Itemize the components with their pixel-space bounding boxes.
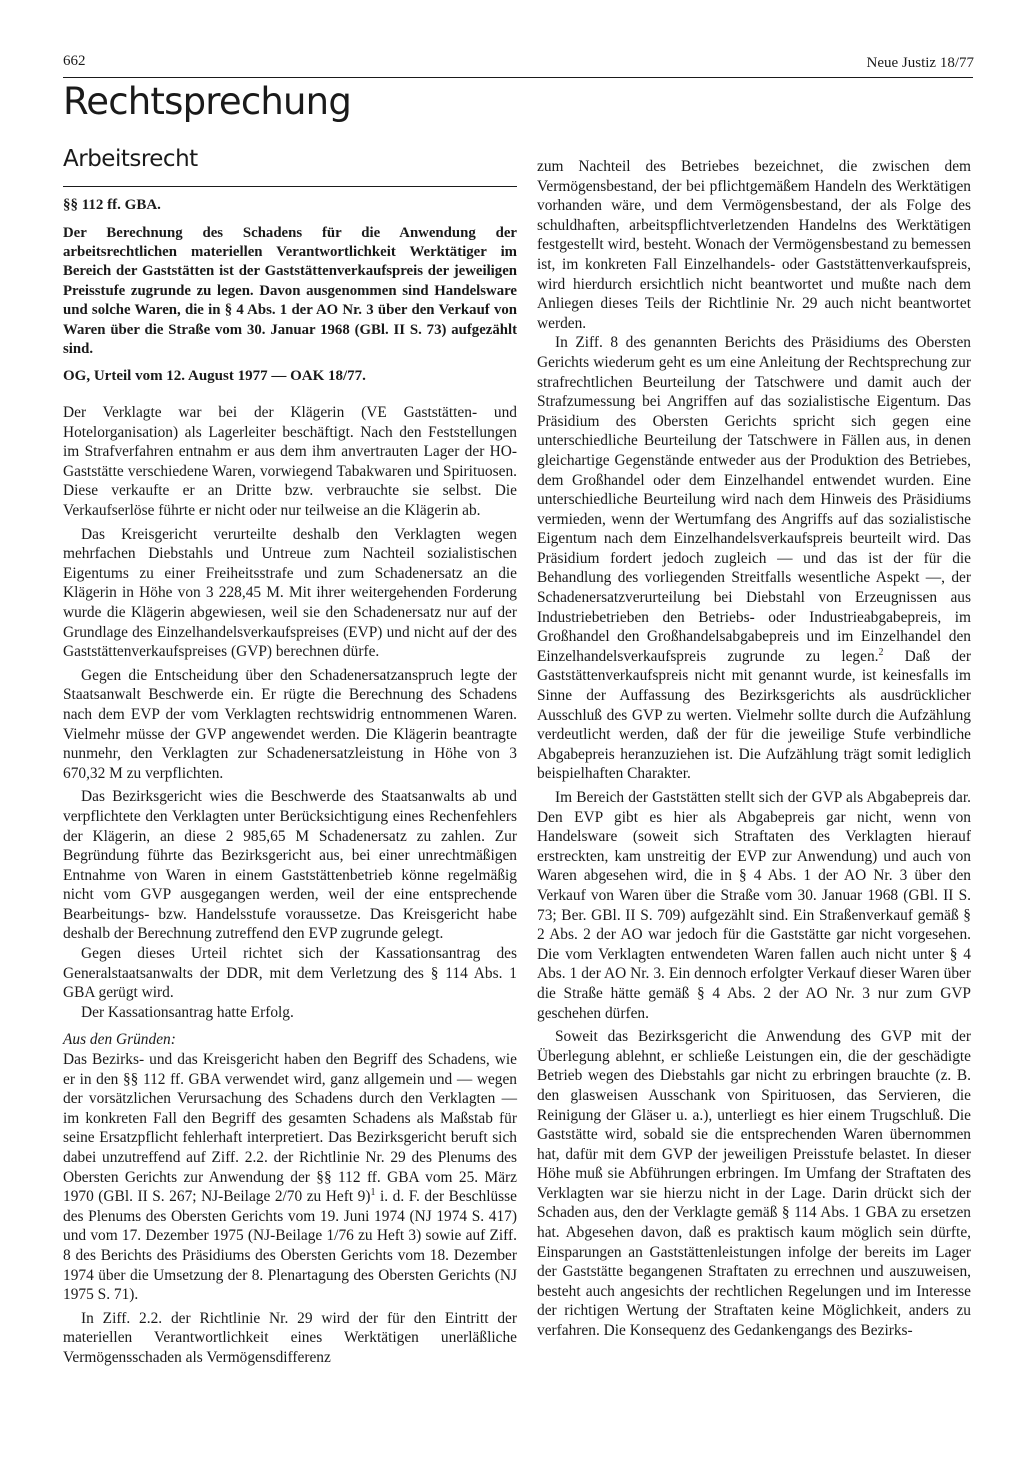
statute-reference: §§ 112 ff. GBA. xyxy=(63,197,161,213)
facts-paragraph: Der Verklagte war bei der Klägerin (VE Gaststätten- und Hotelorganisation) als Lagerleiter beschäftigt. Nach den Feststellungen im Strafverfahren entnahm er aus dem ihm anvertrauten Lager der HO-Gaststätte verschiedene Waren, vorwiegend Tabakwaren und Spirituosen. Diese verkaufte er an Dritte bzw. verbrauchte sie selbst. Die Verkaufserlöse führte er nicht oder nur teilweise an die Klägerin ab. xyxy=(63,404,517,519)
reasons-paragraph xyxy=(63,1050,517,1305)
reasons-text: i. d. F. der Beschlüsse des Plenums des Obersten Gerichts vom 19. Juni 1974 (NJ 1974 S. 417) und vom 17. Dezember 1975 (NJ-Beilage 1/76 zu Heft 3) sowie auf Ziff. 8 des Berichts des Präsidiums des Obersten Gerichts vom 18. Dezember 1974 über die Umsetzung der 8. Plenartagung des Obersten Gerichts (NJ 1975 S. 71). xyxy=(63,1188,517,1304)
subsection-title: Arbeitsrecht xyxy=(63,146,198,172)
reasons-paragraph: Im Bereich der Gaststätten stellt sich der GVP als Abgabepreis dar. Den EVP gibt es hier als Abgabepreis gar nicht, wenn von Handelsware (soweit sich Straftaten des Verklagten hierauf erstreckten, kam unstreitig der EVP zur Anwendung) und auch von Waren abgesehen wird, die in § 4 Abs. 1 der AO Nr. 3 über den Verkauf von Waren über die Straße vom 30. Januar 1968 (GBl. II S. 73; Ber. GBl. II S. 709) aufgezählt sind. Ein Straßenverkauf gemäß § 2 Abs. 2 der AO war jedoch für die Gaststätte gar nicht vorgesehen. Die vom Verklagten entwendeten Waren fallen auch nicht unter § 4 Abs. 1 der AO Nr. 3. Ein dennoch erfolgter Verkauf dieser Waren über die Straße hätte gemäß § 4 Abs. 2 der AO Nr. 3 nur zum GVP geschehen dürfen. xyxy=(537,789,971,1022)
reasons-paragraph: In Ziff. 2.2. der Richtlinie Nr. 29 wird der für den Eintritt der materiellen Verantwortlichkeit eines Werktätigen unerläßliche Vermögensschaden als Vermögensdifferenz xyxy=(63,1309,517,1366)
facts-paragraph: Das Kreisgericht verurteilte deshalb den Verklagten wegen mehrfachen Diebstahls und Untreue zum Nachteil sozialistischen Eigentums zu einer Freiheitsstrafe und zum Schadenersatz an die Klägerin in Höhe von 3 228,45 M. Mit ihrer weitergehenden Forderung wurde die Klägerin abgewiesen, weil sie den Schadenersatz nur auf der Grundlage des Einzelhandelsverkaufspreises (EVP) und nicht auf der des Gaststättenverkaufspreises (GVP) berechnen dürfe. xyxy=(63,525,517,661)
left-column xyxy=(63,196,517,1368)
reasons-paragraph: Soweit das Bezirksgericht die Anwendung des GVP mit der Überlegung ablehnt, er schließe Leistungen ein, die der geschädigte Betrieb wegen des Diebstahls gar nicht zu erbringen brauchte (z. B. den glasweisen Ausschank von Spirituosen, das Servieren, die Reinigung der Gläser u. a.), unterliegt es hier einem Trugschluß. Die Gaststätte wird, sobald sie die entsprechenden Waren übernommen hat, dafür mit dem GVP der jeweiligen Preisstufe belastet. In dieser Höhe muß sie Abführungen erbringen. Im Umfang der Straftaten des Verklagten war sie hierzu nicht in der Lage. Darin drückt sich der Schaden aus, den der Verklagte gemäß § 114 Abs. 1 GBA zu ersetzen hat. Abgesehen davon, daß es praktisch kaum möglich sein dürfte, Einsparungen an Gaststättenleistungen infolge der bereits im Lager der Gaststätte begangenen Straftaten zu errechnen und auszuweisen, besteht auch angesichts der rechtlichen Regelungen und im Interesse der richtigen Wertung der Straftaten keine Möglichkeit, anders zu verfahren. Die Konsequenz des Gedankengangs des Bezirks- xyxy=(537,1028,971,1340)
facts-paragraph: Gegen dieses Urteil richtet sich der Kassationsantrag des Generalstaatsanwalts der DDR, mit dem Verletzung des § 114 Abs. 1 GBA gerügt wird. xyxy=(63,945,517,1002)
header-rule xyxy=(63,77,973,78)
facts-paragraph: Gegen die Entscheidung über den Schadenersatzanspruch legte der Staatsanwalt Beschwerde ein. Er rügte die Berechnung des Schadens nach dem EVP der vom Verklagten rechtswidrig entnommenen Waren. Vielmehr müsse der GVP angewendet werden. Die Klägerin beantragte nunmehr, den Verklagten zur Schadenersatzleistung in Höhe von 3 670,32 M zu verpflichten. xyxy=(63,666,517,782)
reasons-paragraph xyxy=(537,333,971,784)
journal-reference: Neue Justiz 18/77 xyxy=(866,55,974,71)
reasons-heading: Aus den Gründen: xyxy=(63,1031,176,1049)
subsection-rule xyxy=(63,186,517,187)
case-citation: OG, Urteil vom 12. August 1977 — OAK 18/77. xyxy=(63,368,366,385)
headnote: Der Berechnung des Schadens für die Anwendung der arbeitsrechtlichen materiellen Verantwortlichkeit Werktätiger im Bereich der Gaststätten ist der Gaststättenverkaufspreis der jeweiligen Preisstufe zugrunde zu legen. Davon ausgenommen sind Handelsware und solche Waren, die in § 4 Abs. 1 der AO Nr. 3 über den Verkauf von Waren über die Straße vom 30. Januar 1968 (GBl. II S. 73) aufgezählt sind. xyxy=(63,224,517,358)
reasons-text: In Ziff. 8 des genannten Berichts des Präsidiums des Obersten Gerichts wiederum geht es um eine Anleitung der Rechtsprechung zur strafrechtlichen Beurteilung der Tatschwere und damit auch der Strafzumessung bei Angriffen auf das sozialistische Eigentum. Das Präsidium des Obersten Gerichts spricht sich gegen eine unterschiedliche Beurteilung der Tatschwere in Fällen aus, in denen gleichartige Gegenstände entweder aus der Produktion des Betriebes, dem Großhandel oder dem Einzelhandel entwendet wurden. Eine unterschiedliche Beurteilung wird nach dem Hinweis des Präsidiums vermieden, wenn der Wertumfang des Angriffs auf das sozialistische Eigentum nach dem Einzelhandelsverkaufspreis beurteilt wird. Das Präsidium fordert jedoch zugleich — und das ist der für die Behandlung des vorliegenden Streitfalls wesentliche Aspekt —, der Schadenersatzverurteilung bei Diebstahl von Erzeugnissen aus Industriebetrieben den Betriebs- oder Industrieabgabepreis, im Großhandel den Großhandelsabgabepreis und im Einzelhandel den Einzelhandelsverkaufspreis zugrunde zu legen. xyxy=(537,334,971,665)
facts-paragraph: Das Bezirksgericht wies die Beschwerde des Staatsanwalts ab und verpflichtete den Verklagten unter Berücksichtigung eines Rechenfehlers der Klägerin, an diese 2 985,65 M Schadenersatz zu zahlen. Zur Begründung führte das Bezirksgericht aus, bei einer unrechtmäßigen Entnahme von Waren in einem Gaststättenbetrieb könne regelmäßig nicht vom GVP ausgegangen werden, weil der eine entsprechende Bearbeitungs- bzw. Handelsstufe voraussetze. Das Kreisgericht habe deshalb der Berechnung zutreffend den EVP zugrunde gelegt. xyxy=(63,788,517,943)
footnote-marker: 1 xyxy=(370,1187,376,1199)
reasons-text: Daß der Gaststättenverkaufspreis nicht mit genannt wurde, ist keinesfalls im Sinne der Auffassung des Bezirksgerichts als ausdrücklicher Ausschluß des GVP zu werten. Vielmehr sollte durch die Aufzählung verdeutlicht werden, daß der für die jeweilige Stufe verbindliche Abgabepreis heranzuziehen ist. Die Aufzählung trägt somit lediglich beispielhaften Charakter. xyxy=(537,647,971,783)
facts-paragraph: Der Kassationsantrag hatte Erfolg. xyxy=(81,1003,294,1021)
section-title: Rechtsprechung xyxy=(63,80,352,123)
page-number: 662 xyxy=(63,53,86,69)
footnote-marker: 2 xyxy=(878,646,884,658)
reasons-text: Das Bezirks- und das Kreisgericht haben den Begriff des Schadens, wie er in den §§ 112 ff. GBA verwendet wird, ganz allgemein und — wegen der vorsätzlichen Verursachung des Schadens durch den Verklagten — im konkreten Fall den Begriff des gesamten Schadens als Maßstab für seine Ersatzpflicht fehlerhaft interpretiert. Das Bezirksgericht beruft sich dabei unzutreffend auf Ziff. 2.2. der Richtlinie Nr. 29 des Plenums des Obersten Gerichts zur Anwendung der §§ 112 ff. GBA vom 25. März 1970 (GBl. II S. 267; NJ-Beilage 2/70 zu Heft 9) xyxy=(63,1051,517,1206)
right-column xyxy=(537,157,971,1341)
reasons-paragraph: zum Nachteil des Betriebes bezeichnet, die zwischen dem Vermögensbestand, der bei pflichtgemäßem Handeln des Werktätigen vorhanden wäre, und dem Vermögensbestand, der als Folge des schuldhaften, arbeitspflichtverletzenden Handelns des Werktätigen festgestellt wird, besteht. Wonach der Vermögensbestand zu bemessen ist, im konkreten Fall Einzelhandels- oder Gaststättenverkaufspreis, wird hierdurch ersichtlich nicht beantwortet und mußte nach dem Anliegen dieses Teils der Richtlinie Nr. 29 auch nicht beantwortet werden. xyxy=(537,158,971,332)
